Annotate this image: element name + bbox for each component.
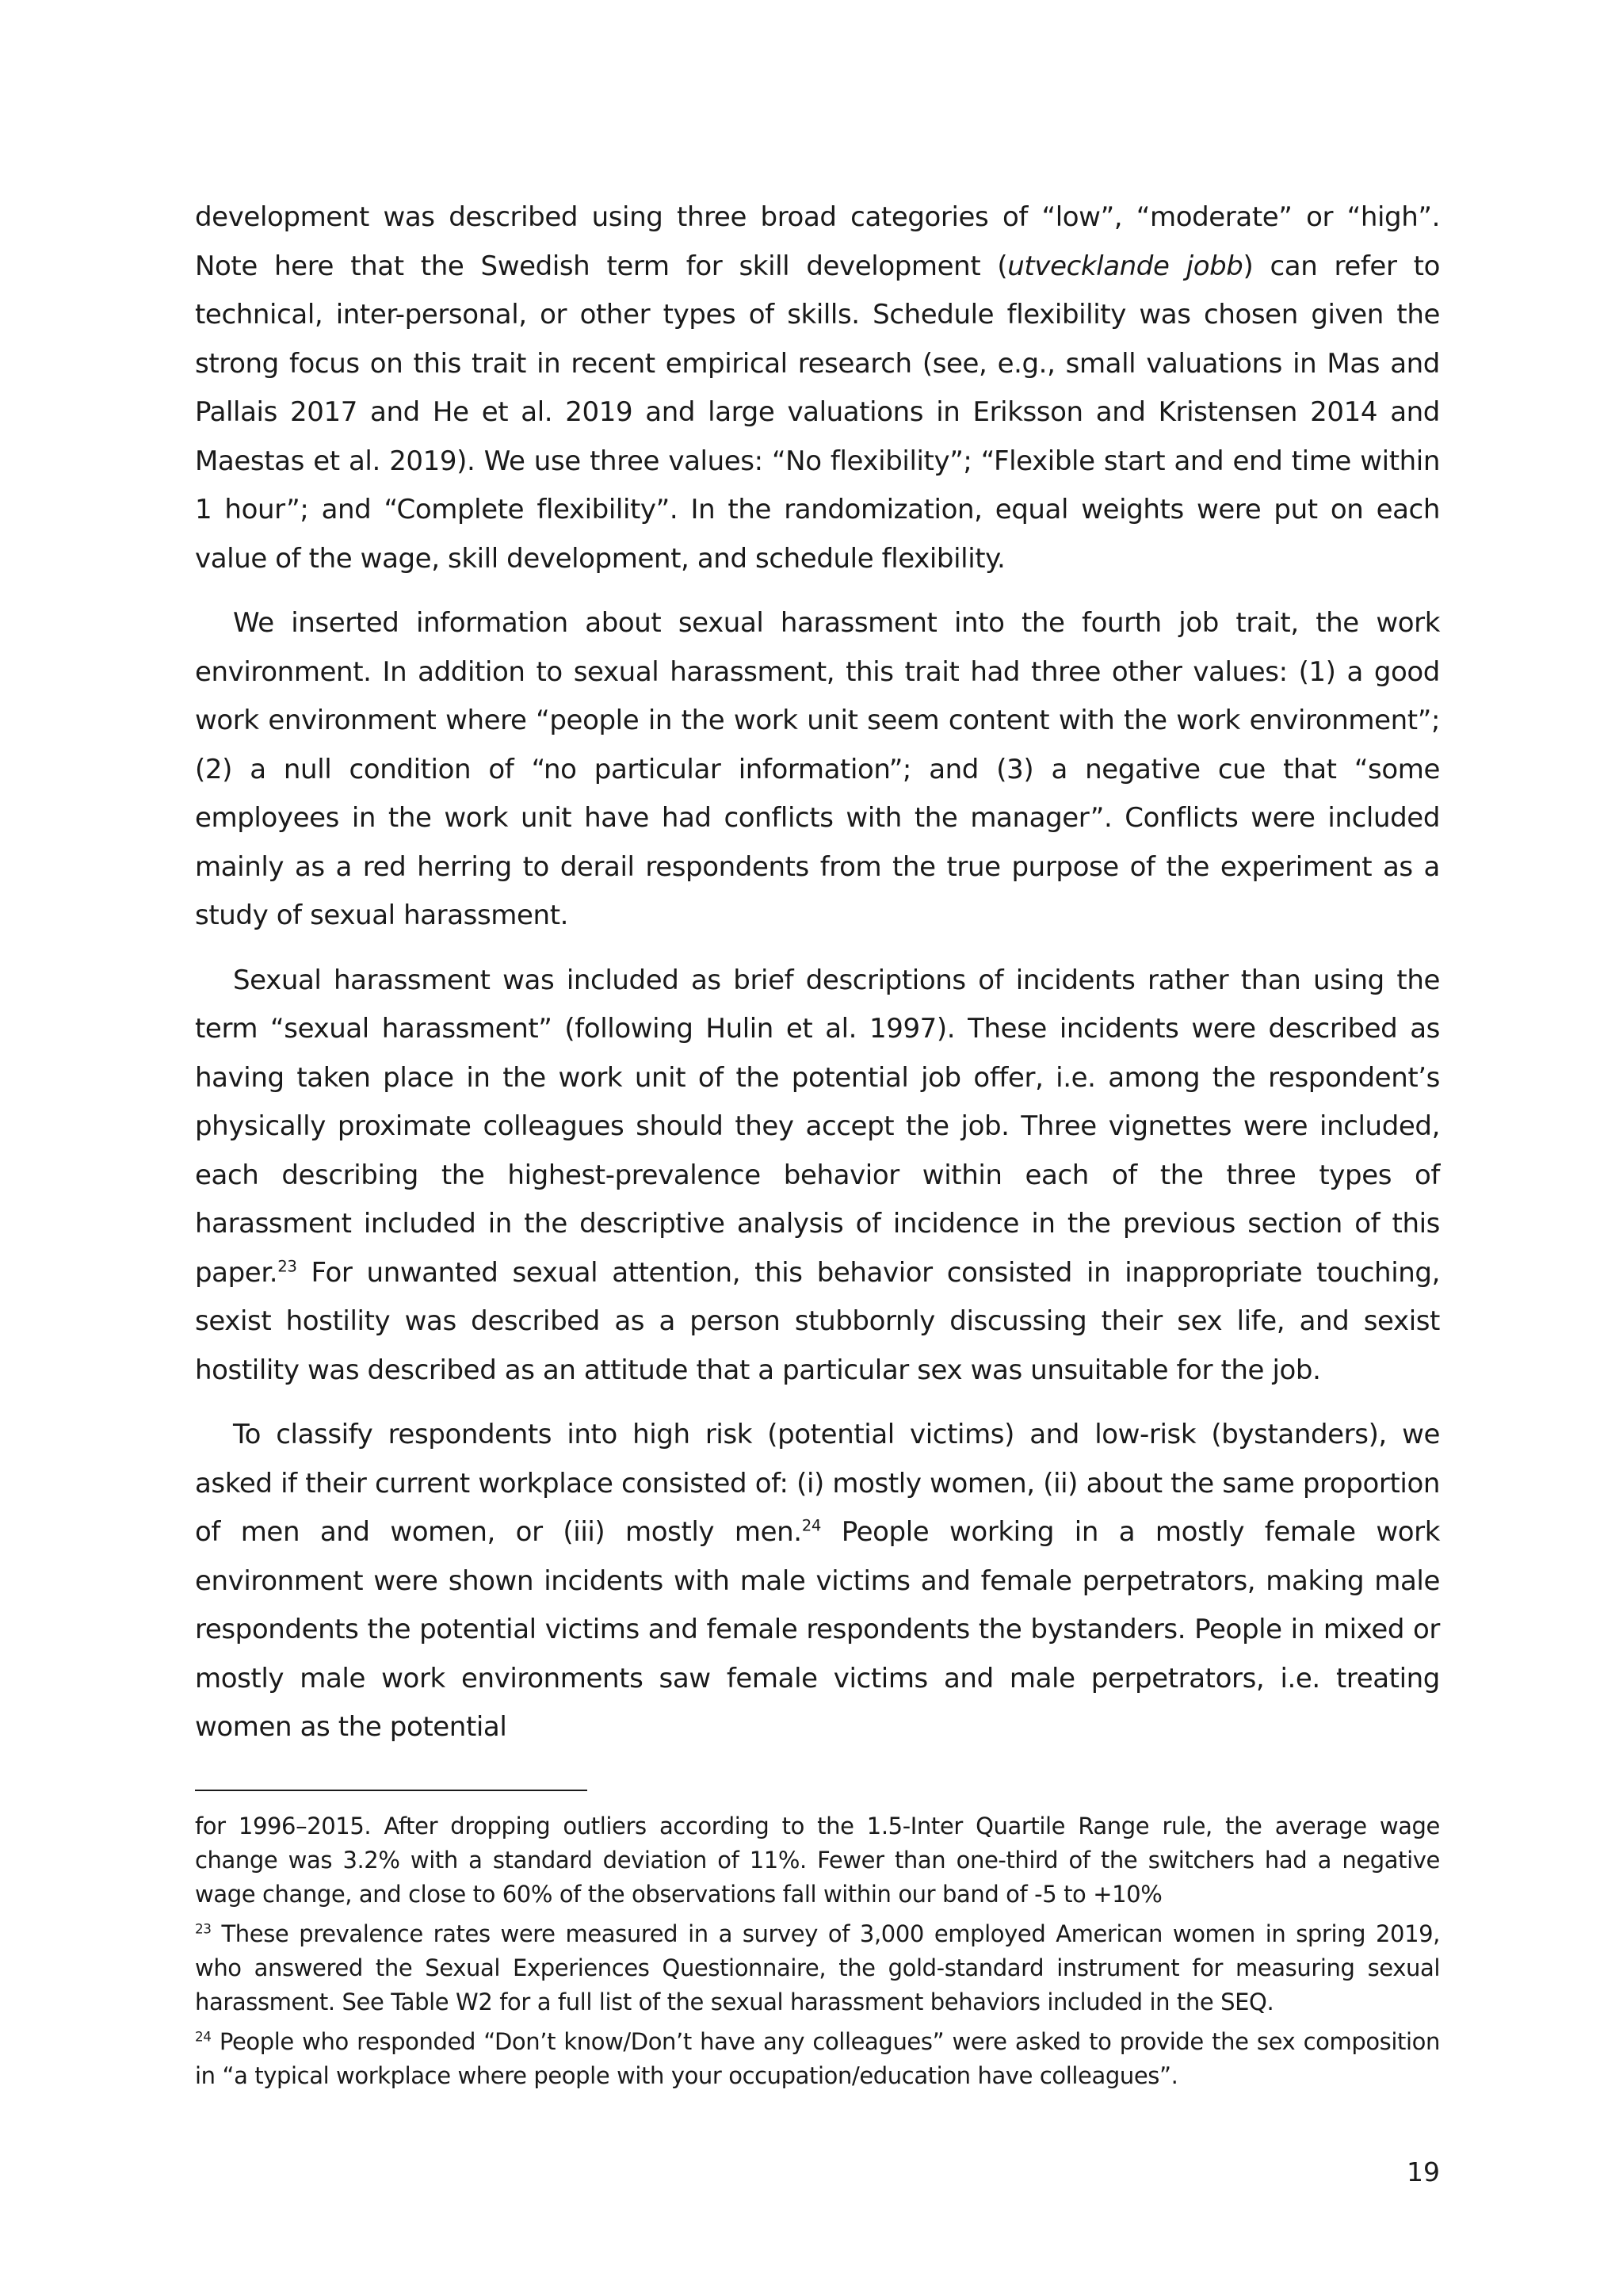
footnote-continued: for 1996–2015. After dropping outliers according to the 1.5-Inter Quartile Range rule, the average wage change was 3.2% with a standard deviation of 11%. Fewer than one-third of the switchers had a negative wage change, and close to 60% of the observations fall within our band of -5 to +10% xyxy=(195,1813,1440,1908)
paragraph-text: For unwanted sexual attention, this behavior consisted in inappropriate touching, sexist hostility was described as a person stubbornly discussing their sex life, and sexist hostility was described as an attitude that a particular sex was unsuitable for the job. xyxy=(195,1256,1440,1386)
footnote-23 xyxy=(195,1917,1440,2019)
paragraph-text: To classify respondents into high risk (potential victims) and low-risk (bystanders), we asked if their current workplace consisted of: (i) mostly women, (ii) about the same proportion of men and women, or (iii) mostly men. xyxy=(195,1419,1440,1548)
footnote-marker: 24 xyxy=(195,2028,212,2045)
footnote-ref-23[interactable]: 23 xyxy=(277,1257,297,1276)
footnote-text: People who responded “Don’t know/Don’t have any colleagues” were asked to provide the sex composition in “a typical workplace where people with your occupation/education have colleagues”. xyxy=(195,2028,1440,2089)
paragraph-text: People working in a mostly female work environment were shown incidents with male victims and female perpetrators, making male respondents the potential victims and female respondents the bystanders. People in mixed or mostly male work environments saw female victims and male perpetrators, i.e. treating women as the potential xyxy=(195,1516,1441,1743)
page-number: 19 xyxy=(1407,2157,1440,2187)
body-text xyxy=(195,193,1440,1768)
paragraph-risk-classification xyxy=(195,1411,1440,1752)
paragraph-harassment-vignettes xyxy=(195,957,1440,1396)
paragraph-work-environment: We inserted information about sexual harassment into the fourth job trait, the work environment. In addition to sexual harassment, this trait had three other values: (1) a good work environment where “people in the work unit seem content with the work environment”; (2) a null condition of “no particular information”; and (3) a negative cue that “some employees in the work unit have had conflicts with the manager”. Conflicts were included mainly as a red herring to derail respondents from the true purpose of the experiment as a study of sexual harassment. xyxy=(195,607,1440,931)
footnote-ref-24[interactable]: 24 xyxy=(801,1516,821,1535)
footnote-marker: 23 xyxy=(195,1920,212,1937)
swedish-term: utvecklande jobb xyxy=(1007,250,1243,282)
footnotes xyxy=(195,1809,1440,2099)
paragraph-text: development was described using three broad categories of “low”, “moderate” or “high”. Note here that the Swedish term for skill development ( xyxy=(195,201,1440,282)
paragraph-job-traits xyxy=(195,193,1440,583)
paragraph-text: ) can refer to technical, inter-personal, or other types of skills. Schedule flexibility was chosen given the strong focus on this trait in recent empirical research (see, e.g., small valuations in Mas and Pallais 2017 and He et al. 2019 and large valuations in Eriksson and Kristensen 2014 and Maestas et al. 2019). We use three values: “No flexibility”; “Flexible start and end time within 1 hour”; and “Complete flexibility”. In the randomization, equal weights were put on each value of the wage, skill development, and schedule flexibility. xyxy=(195,250,1440,575)
footnote-divider xyxy=(195,1790,587,1791)
footnote-24 xyxy=(195,2025,1440,2093)
footnote-text: These prevalence rates were measured in a survey of 3,000 employed American women in spring 2019, who answered the Sexual Experiences Questionnaire, the gold-standard instrument for measuring sexual harassment. See Table W2 for a full list of the sexual harassment behaviors included in the SEQ. xyxy=(195,1920,1440,2015)
paragraph-text: Sexual harassment was included as brief descriptions of incidents rather than using the term “sexual harassment” (following Hulin et al. 1997). These incidents were described as having taken place in the work unit of the potential job offer, i.e. among the respondent’s physically proximate colleagues should they accept the job. Three vignettes were included, each describing the highest-prevalence behavior within each of the three types of harassment included in the descriptive analysis of incidence in the previous section of this paper. xyxy=(195,964,1440,1289)
